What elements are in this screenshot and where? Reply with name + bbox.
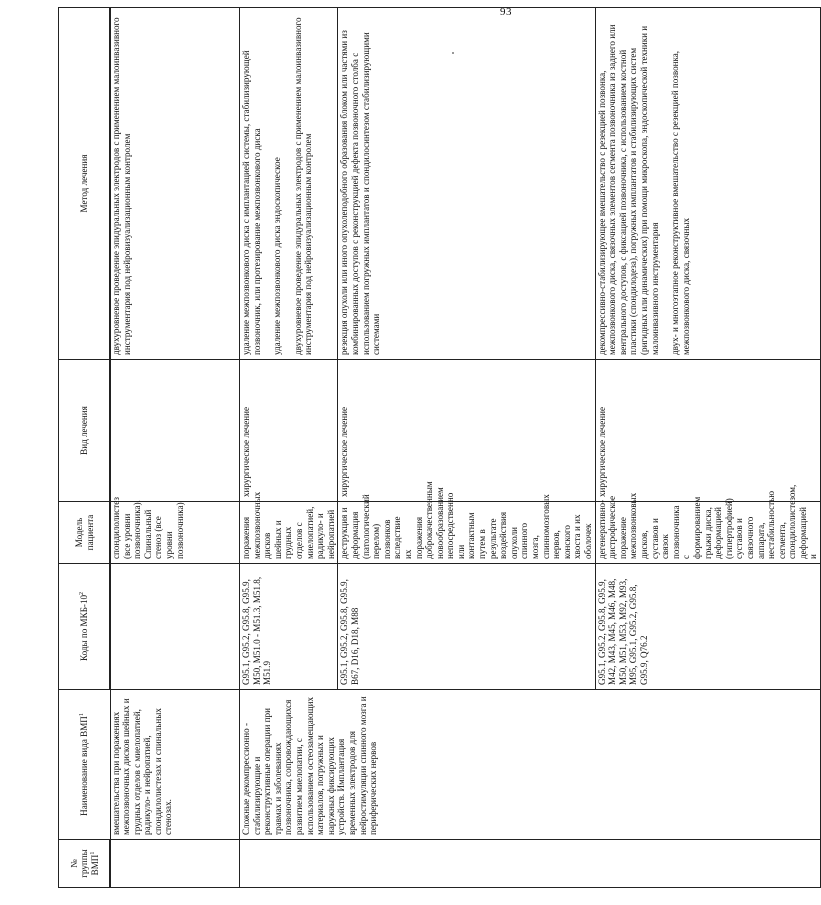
patient-model-cell: дегенеративно-дистрофическое поражение межпозвонковых дисков, суставов и связок позвоночника с формированием грыжи диска, деформацией (гипертрофией) суставов и связочного аппарата, нестабильностью сегмента, спондилолистезом, деформацией и bbox=[595, 502, 820, 564]
rotated-table-container bbox=[58, 8, 819, 888]
header-name: Наименование вида ВМП$^1$ bbox=[59, 690, 111, 840]
method-item: удаление межпозвонкового диска с имплантацией системы, стабилизирующей позвоночник, или протезирование межпозвонкового диска bbox=[241, 50, 262, 355]
table-row bbox=[240, 8, 338, 888]
header-group-no: № группы ВМП$^1$ bbox=[59, 840, 111, 888]
method-cell bbox=[338, 8, 595, 360]
name-cell: вмешательства при поражениях межпозвоночных дисков шейных и грудных отделов с миелопатией, радикуло- и нейропатией, спондилолистезах и спинальных стенозах. bbox=[110, 690, 240, 840]
treatment-type-cell: хирургическое лечение bbox=[595, 360, 820, 502]
group-cell bbox=[240, 840, 821, 888]
group-cell bbox=[110, 840, 240, 888]
treatment-type-cell: хирургическое лечение bbox=[240, 360, 338, 502]
method-item: двух- и многоэтапное реконструктивное вмешательство с резекцией позвонка, межпозвонкового диска, связочных bbox=[670, 50, 691, 355]
method-item: двухуровневое проведение эпидуральных электродов с применением малоинвазивного инструментария под нейровизуализационным контролем bbox=[111, 17, 132, 355]
method-cell bbox=[595, 8, 820, 360]
header-method: Метод лечения bbox=[59, 8, 111, 360]
method-item: удаление межпозвонкового диска эндоскопическое bbox=[272, 157, 283, 355]
treatment-table-body bbox=[109, 7, 821, 888]
icd-cell: G95.1, G95.2, G95.8, G95.9, M42, M43, M45, M46, M48, M50, M51, M53, M92, M93, M95, G95.1, G95.2, G95.8, G95.9, Q76.2 bbox=[595, 564, 820, 690]
icd-cell: G95.1, G95.2, G95.8, G95.9, B67, D16, D18, M88 bbox=[338, 564, 595, 690]
method-cell bbox=[110, 8, 240, 360]
patient-model-cell: деструкция и деформация (патологический перелом) позвонков вследствие их поражения доброкачественным новообразованием непосредственно или контактным путем в результате воздействия опухоли спинного мозга, спинномозговых нервов, конского хвоста и их оболочек bbox=[338, 502, 595, 564]
treatment-type-cell bbox=[110, 360, 240, 502]
header-icd: Коды по МКБ-$10^2$ bbox=[59, 564, 111, 690]
patient-model-cell: спондилолистез (все уровни позвоночника). Спинальный стеноз (все уровни позвоночника) bbox=[110, 502, 240, 564]
name-cell: Сложные декомпрессионно - стабилизирующие и реконструктивные операции при травмах и заболеваниях позвоночника, сопровождающихся развитием миелопатии, с использованием остеозамещающих материалов, погружных и наружных фиксирующих устройств. Имплантация временных электродов для нейростимуляции спинного мозга и периферических нервов bbox=[240, 690, 821, 840]
page-number: 93 bbox=[500, 6, 512, 18]
table-row bbox=[110, 8, 240, 888]
treatment-type-cell: хирургическое лечение bbox=[338, 360, 595, 502]
method-cell bbox=[240, 8, 338, 360]
header-patient-model: Модель пациента bbox=[59, 502, 111, 564]
table-body bbox=[110, 8, 821, 888]
table-header-row bbox=[59, 8, 111, 888]
icd-cell bbox=[110, 564, 240, 690]
header-treatment-type: Вид лечения bbox=[59, 360, 111, 502]
method-item: резекция опухоли или иного опухолеподобного образования блоком или частями из комбинированных доступов с реконструкцией дефекта позвоночного столба с использованием погружных имплантатов и спондилосинтезом стабилизирующими системами bbox=[339, 30, 382, 355]
treatment-table bbox=[58, 7, 111, 888]
method-item: двухуровневое проведение эпидуральных электродов с применением малоинвазивного инструментария под нейровизуализационным контролем bbox=[292, 17, 314, 355]
method-item: декомпрессивно-стабилизирующее вмешательство с резекцией позвонка, межпозвонкового диска, связочных элементов сегмента позвоночника из заднего или вентрального доступов, с фиксацией позвоночника, с использованием костной пластики (спондилодеза), погружных имплантатов и стабилизирующих систем (ригидных или динамических) при помощи микроскопа, эндоскопической техники и малоинвазивного инструментария bbox=[596, 24, 660, 355]
icd-cell: G95.1, G95.2, G95.8, G95.9, M50, M51.0 - M51.3, M51.8, M51.9 bbox=[240, 564, 338, 690]
patient-model-cell: поражения межпозвоночных дисков шейных и грудных отделов с миелопатией, радикуло- и нейропатией bbox=[240, 502, 338, 564]
